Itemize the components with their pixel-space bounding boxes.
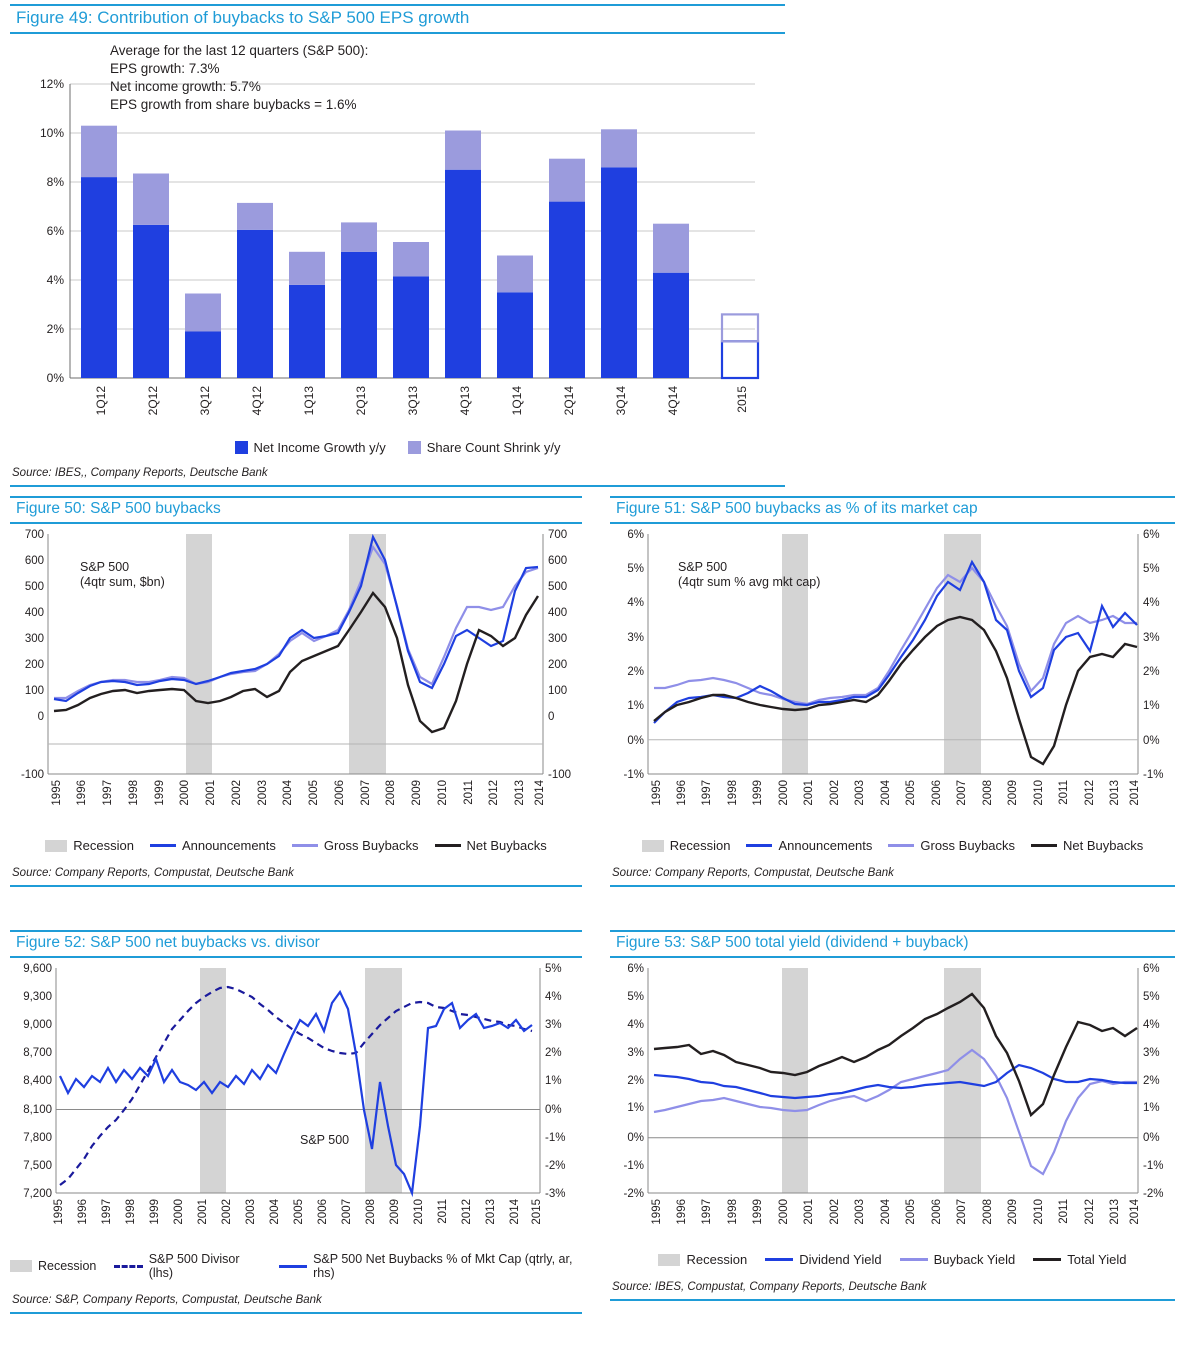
svg-text:4%: 4%	[1143, 597, 1160, 609]
figure-51-bottom-rule	[610, 885, 1175, 887]
svg-text:2014: 2014	[534, 780, 546, 806]
svg-text:7,500: 7,500	[23, 1160, 52, 1172]
svg-text:2000: 2000	[778, 780, 790, 806]
svg-text:2Q13: 2Q13	[354, 386, 368, 416]
legend-label-net-income: Net Income Growth y/y	[253, 440, 386, 455]
svg-text:6%: 6%	[627, 529, 644, 541]
svg-text:1%: 1%	[545, 1075, 562, 1087]
figure-53-bottom-rule	[610, 1299, 1175, 1301]
figure-49-legend	[10, 440, 785, 455]
svg-text:1%: 1%	[627, 700, 644, 712]
svg-text:2%: 2%	[1143, 1075, 1160, 1087]
svg-text:2011: 2011	[1058, 780, 1070, 805]
svg-text:1999: 1999	[752, 780, 764, 806]
figure-53-title: Figure 53: S&P 500 total yield (dividend + buyback)	[610, 930, 1175, 958]
svg-text:1%: 1%	[1143, 700, 1160, 712]
svg-text:1995: 1995	[51, 780, 63, 806]
legend-item-share-count	[408, 440, 561, 455]
svg-text:2005: 2005	[293, 1199, 305, 1225]
figure-50-note-line-1: S&P 500	[80, 560, 130, 574]
legend-item-total-yield	[1033, 1252, 1126, 1267]
svg-text:0%: 0%	[627, 735, 644, 747]
svg-text:1%: 1%	[627, 1102, 644, 1114]
svg-text:0%: 0%	[1143, 735, 1160, 747]
figure-51-chart	[610, 524, 1175, 834]
svg-text:4Q14: 4Q14	[666, 386, 680, 416]
figure-52-title: Figure 52: S&P 500 net buybacks vs. divisor	[10, 930, 582, 958]
legend-item-net-buybacks-pct	[279, 1252, 582, 1280]
svg-text:2004: 2004	[282, 780, 294, 806]
svg-text:2010: 2010	[1033, 780, 1045, 806]
svg-text:2014: 2014	[1129, 1199, 1141, 1225]
svg-text:2012: 2012	[1084, 1199, 1096, 1225]
svg-text:2002: 2002	[231, 780, 243, 806]
figure-52-bottom-rule	[10, 1312, 582, 1314]
svg-text:2%: 2%	[545, 1047, 562, 1059]
svg-text:500: 500	[548, 581, 568, 593]
svg-text:2011: 2011	[437, 1199, 449, 1224]
svg-text:-1%: -1%	[623, 769, 644, 781]
legend-swatch-recession	[10, 1260, 32, 1272]
figure-52-note-text: S&P 500	[300, 1133, 350, 1147]
figure-51-source: Source: Company Reports, Compustat, Deutsche Bank	[612, 867, 894, 879]
svg-text:2009: 2009	[1007, 780, 1019, 806]
legend-label-announcements: Announcements	[778, 838, 873, 853]
svg-text:1996: 1996	[76, 780, 88, 806]
svg-text:1998: 1998	[128, 780, 140, 806]
legend-label-total-yield: Total Yield	[1067, 1252, 1127, 1267]
svg-text:2Q12: 2Q12	[146, 386, 160, 416]
figure-49-bottom-rule	[10, 485, 785, 487]
figure-50	[10, 496, 582, 914]
svg-text:2%: 2%	[1143, 666, 1160, 678]
figure-51-note-line-1: S&P 500	[678, 560, 728, 574]
svg-text:2%: 2%	[46, 322, 64, 336]
figure-50-note	[80, 560, 165, 590]
svg-text:-3%: -3%	[545, 1188, 566, 1200]
svg-text:200: 200	[548, 659, 568, 671]
svg-text:600: 600	[548, 555, 568, 567]
legend-label-recession: Recession	[73, 838, 134, 853]
svg-text:4%: 4%	[545, 991, 562, 1003]
svg-text:0%: 0%	[1143, 1132, 1160, 1144]
svg-text:4%: 4%	[1143, 1019, 1160, 1031]
svg-text:1Q12: 1Q12	[94, 386, 108, 416]
svg-text:9,600: 9,600	[23, 963, 52, 975]
figure-50-title: Figure 50: S&P 500 buybacks	[10, 496, 582, 524]
legend-swatch-gross-buybacks	[292, 844, 318, 847]
legend-item-announcements	[746, 838, 872, 853]
svg-text:4Q12: 4Q12	[250, 386, 264, 416]
svg-text:4%: 4%	[627, 1019, 644, 1031]
svg-text:1Q14: 1Q14	[510, 386, 524, 416]
svg-text:-2%: -2%	[623, 1188, 644, 1200]
svg-text:2002: 2002	[221, 1199, 233, 1225]
svg-text:0: 0	[37, 711, 44, 723]
svg-text:-2%: -2%	[1143, 1188, 1164, 1200]
svg-text:0%: 0%	[46, 371, 64, 385]
figure-52-chart	[10, 958, 582, 1248]
legend-label-share-count: Share Count Shrink y/y	[426, 440, 561, 455]
svg-text:6%: 6%	[46, 224, 64, 238]
figure-52	[10, 930, 582, 1340]
svg-text:2007: 2007	[341, 1199, 353, 1225]
svg-text:2005: 2005	[905, 1199, 917, 1225]
svg-text:2014: 2014	[509, 1199, 521, 1225]
svg-text:4%: 4%	[46, 273, 64, 287]
svg-text:1999: 1999	[154, 780, 166, 806]
svg-text:2000: 2000	[778, 1199, 790, 1225]
figure-51-note	[678, 560, 820, 590]
figure-52-source: Source: S&P, Company Reports, Compustat, Deutsche Bank	[12, 1294, 322, 1306]
svg-text:2000: 2000	[173, 1199, 185, 1225]
legend-label-dividend-yield: Dividend Yield	[799, 1252, 882, 1267]
svg-text:-1%: -1%	[1143, 769, 1164, 781]
svg-text:6%: 6%	[1143, 963, 1160, 975]
svg-text:3%: 3%	[627, 632, 644, 644]
svg-text:4%: 4%	[627, 597, 644, 609]
legend-label-net-buybacks-pct: S&P 500 Net Buybacks % of Mkt Cap (qtrly, ar, rhs)	[313, 1252, 573, 1280]
svg-text:2003: 2003	[245, 1199, 257, 1225]
svg-text:8,100: 8,100	[23, 1104, 52, 1116]
figure-49-title: Figure 49: Contribution of buybacks to S&P 500 EPS growth	[10, 4, 785, 34]
figure-51-note-line-2: (4qtr sum % avg mkt cap)	[678, 575, 821, 589]
svg-text:2008: 2008	[982, 780, 994, 806]
legend-label-recession: Recession	[38, 1259, 97, 1273]
figure-53-source: Source: IBES, Compustat, Company Reports, Deutsche Bank	[612, 1281, 927, 1293]
legend-label-net-buybacks: Net Buybacks	[1063, 838, 1144, 853]
svg-text:-2%: -2%	[545, 1160, 566, 1172]
svg-text:1998: 1998	[727, 780, 739, 806]
svg-text:2014: 2014	[1129, 780, 1141, 806]
svg-text:12%: 12%	[39, 77, 64, 91]
svg-text:2007: 2007	[956, 780, 968, 806]
svg-text:7,200: 7,200	[23, 1188, 52, 1200]
legend-item-recession	[10, 1259, 96, 1273]
svg-text:700: 700	[24, 529, 44, 541]
svg-text:1996: 1996	[676, 780, 688, 806]
figure-49	[10, 4, 785, 479]
svg-text:2001: 2001	[197, 1199, 209, 1225]
svg-text:2006: 2006	[334, 780, 346, 806]
annotation-line-2: EPS growth: 7.3%	[110, 61, 220, 76]
figure-49-source: Source: IBES,, Company Reports, Deutsche Bank	[12, 467, 268, 479]
svg-text:1999: 1999	[752, 1199, 764, 1225]
legend-swatch-divisor	[114, 1265, 142, 1268]
svg-text:1996: 1996	[77, 1199, 89, 1225]
svg-text:-1%: -1%	[623, 1160, 644, 1172]
svg-text:2004: 2004	[880, 780, 892, 806]
svg-text:4Q13: 4Q13	[458, 386, 472, 416]
legend-item-net-buybacks	[435, 838, 547, 853]
svg-text:1998: 1998	[125, 1199, 137, 1225]
svg-text:2001: 2001	[803, 780, 815, 806]
svg-text:2003: 2003	[257, 780, 269, 806]
svg-text:8%: 8%	[46, 175, 64, 189]
svg-text:2005: 2005	[905, 780, 917, 806]
svg-text:2012: 2012	[1084, 780, 1096, 806]
svg-text:2002: 2002	[829, 780, 841, 806]
svg-text:1995: 1995	[53, 1199, 65, 1225]
legend-swatch-net-buybacks	[435, 844, 461, 847]
svg-text:1999: 1999	[149, 1199, 161, 1225]
figure-52-legend	[10, 1252, 582, 1280]
svg-text:700: 700	[548, 529, 568, 541]
svg-text:2%: 2%	[627, 666, 644, 678]
svg-text:300: 300	[24, 633, 44, 645]
legend-swatch-net-income	[235, 441, 248, 454]
figure-49-chart	[10, 34, 785, 434]
legend-item-divisor	[114, 1252, 260, 1280]
legend-swatch-gross-buybacks	[888, 844, 914, 847]
svg-text:1997: 1997	[102, 780, 114, 806]
svg-text:1997: 1997	[701, 1199, 713, 1225]
figure-49-annotation	[110, 42, 368, 114]
svg-text:3%: 3%	[627, 1047, 644, 1059]
figure-50-legend	[10, 838, 582, 853]
figure-50-source: Source: Company Reports, Compustat, Deutsche Bank	[12, 867, 294, 879]
svg-text:1997: 1997	[101, 1199, 113, 1225]
svg-text:2006: 2006	[317, 1199, 329, 1225]
svg-text:3Q12: 3Q12	[198, 386, 212, 416]
svg-text:2004: 2004	[880, 1199, 892, 1225]
svg-text:2007: 2007	[360, 780, 372, 806]
svg-text:100: 100	[548, 685, 568, 697]
figure-50-chart	[10, 524, 582, 834]
legend-item-recession	[45, 838, 134, 853]
legend-item-announcements	[150, 838, 276, 853]
svg-text:2013: 2013	[1109, 1199, 1121, 1225]
svg-text:600: 600	[24, 555, 44, 567]
figure-51	[610, 496, 1175, 914]
svg-text:2012: 2012	[461, 1199, 473, 1225]
svg-text:2001: 2001	[205, 780, 217, 806]
svg-text:2%: 2%	[627, 1075, 644, 1087]
svg-text:2011: 2011	[463, 780, 475, 805]
figure-50-note-line-2: (4qtr sum, $bn)	[80, 575, 165, 589]
svg-text:2010: 2010	[413, 1199, 425, 1225]
svg-text:3Q14: 3Q14	[614, 386, 628, 416]
svg-text:1995: 1995	[651, 1199, 663, 1225]
svg-text:2008: 2008	[365, 1199, 377, 1225]
svg-text:2008: 2008	[982, 1199, 994, 1225]
svg-text:3Q13: 3Q13	[406, 386, 420, 416]
svg-text:500: 500	[24, 581, 44, 593]
svg-text:400: 400	[548, 607, 568, 619]
svg-text:200: 200	[24, 659, 44, 671]
svg-text:100: 100	[24, 685, 44, 697]
svg-text:2004: 2004	[269, 1199, 281, 1225]
svg-text:5%: 5%	[627, 563, 644, 575]
figure-51-legend	[610, 838, 1175, 853]
svg-text:5%: 5%	[1143, 991, 1160, 1003]
svg-text:2006: 2006	[931, 1199, 943, 1225]
svg-text:-1%: -1%	[1143, 1160, 1164, 1172]
svg-text:-100: -100	[548, 769, 572, 781]
svg-text:1997: 1997	[701, 780, 713, 806]
legend-swatch-recession	[642, 840, 664, 852]
legend-swatch-dividend-yield	[765, 1258, 793, 1261]
svg-text:8,400: 8,400	[23, 1075, 52, 1087]
legend-label-announcements: Announcements	[181, 838, 276, 853]
legend-swatch-recession	[45, 840, 67, 852]
figure-50-bottom-rule	[10, 885, 582, 887]
annotation-line-3: Net income growth: 5.7%	[110, 79, 261, 94]
svg-text:2015: 2015	[531, 1199, 543, 1225]
svg-text:3%: 3%	[1143, 1047, 1160, 1059]
legend-swatch-recession	[658, 1254, 680, 1266]
legend-item-net-income	[235, 440, 386, 455]
svg-text:9,300: 9,300	[23, 991, 52, 1003]
legend-label-net-buybacks: Net Buybacks	[466, 838, 547, 853]
svg-text:6%: 6%	[1143, 529, 1160, 541]
legend-swatch-net-buybacks	[1031, 844, 1057, 847]
svg-text:2013: 2013	[485, 1199, 497, 1225]
svg-text:9,000: 9,000	[23, 1019, 52, 1031]
svg-text:2013: 2013	[1109, 780, 1121, 806]
svg-text:2002: 2002	[829, 1199, 841, 1225]
svg-text:0%: 0%	[627, 1132, 644, 1144]
svg-text:10%: 10%	[39, 126, 64, 140]
svg-text:300: 300	[548, 633, 568, 645]
svg-text:0%: 0%	[545, 1104, 562, 1116]
svg-text:2000: 2000	[179, 780, 191, 806]
svg-text:2009: 2009	[389, 1199, 401, 1225]
svg-text:1996: 1996	[676, 1199, 688, 1225]
figure-53-legend	[610, 1252, 1175, 1267]
svg-text:2013: 2013	[514, 780, 526, 806]
legend-label-recession: Recession	[686, 1252, 748, 1267]
svg-text:2008: 2008	[385, 780, 397, 806]
annotation-line-4: EPS growth from share buybacks = 1.6%	[110, 97, 357, 112]
svg-text:5%: 5%	[1143, 563, 1160, 575]
svg-text:-100: -100	[20, 769, 44, 781]
legend-swatch-total-yield	[1033, 1258, 1061, 1261]
svg-text:1995: 1995	[651, 780, 663, 806]
svg-text:3%: 3%	[1143, 632, 1160, 644]
legend-item-buyback-yield	[900, 1252, 1016, 1267]
svg-text:2012: 2012	[488, 780, 500, 806]
legend-item-gross-buybacks	[292, 838, 419, 853]
legend-swatch-buyback-yield	[900, 1258, 928, 1261]
figure-53	[610, 930, 1175, 1340]
figure-53-chart	[610, 958, 1175, 1248]
svg-text:2009: 2009	[1007, 1199, 1019, 1225]
svg-text:0: 0	[548, 711, 555, 723]
svg-text:2Q14: 2Q14	[562, 386, 576, 416]
svg-text:3%: 3%	[545, 1019, 562, 1031]
legend-item-dividend-yield	[765, 1252, 881, 1267]
svg-text:2003: 2003	[854, 1199, 866, 1225]
legend-label-divisor: S&P 500 Divisor (lhs)	[148, 1252, 240, 1280]
svg-text:2003: 2003	[854, 780, 866, 806]
legend-swatch-net-buybacks-pct	[279, 1265, 307, 1268]
svg-text:1%: 1%	[1143, 1102, 1160, 1114]
svg-text:1998: 1998	[727, 1199, 739, 1225]
svg-text:1Q13: 1Q13	[302, 386, 316, 416]
legend-item-gross-buybacks	[888, 838, 1015, 853]
svg-text:2006: 2006	[931, 780, 943, 806]
svg-text:5%: 5%	[627, 991, 644, 1003]
svg-text:2015: 2015	[735, 386, 749, 413]
svg-text:2010: 2010	[437, 780, 449, 806]
svg-text:6%: 6%	[627, 963, 644, 975]
svg-text:7,800: 7,800	[23, 1132, 52, 1144]
svg-text:2009: 2009	[411, 780, 423, 806]
svg-text:400: 400	[24, 607, 44, 619]
annotation-line-1: Average for the last 12 quarters (S&P 500):	[110, 43, 369, 58]
svg-text:2007: 2007	[956, 1199, 968, 1225]
svg-text:-1%: -1%	[545, 1132, 566, 1144]
figure-51-title: Figure 51: S&P 500 buybacks as % of its market cap	[610, 496, 1175, 524]
legend-item-recession	[642, 838, 731, 853]
legend-label-gross-buybacks: Gross Buybacks	[920, 838, 1016, 853]
legend-swatch-announcements	[150, 844, 176, 847]
svg-text:5%: 5%	[545, 963, 562, 975]
legend-swatch-announcements	[746, 844, 772, 847]
legend-item-recession	[658, 1252, 747, 1267]
svg-text:2001: 2001	[803, 1199, 815, 1225]
legend-swatch-share-count	[408, 441, 421, 454]
svg-text:2010: 2010	[1033, 1199, 1045, 1225]
legend-label-recession: Recession	[669, 838, 731, 853]
legend-label-buyback-yield: Buyback Yield	[933, 1252, 1016, 1267]
svg-text:2011: 2011	[1058, 1199, 1070, 1224]
legend-label-gross-buybacks: Gross Buybacks	[323, 838, 419, 853]
svg-text:8,700: 8,700	[23, 1047, 52, 1059]
svg-text:2005: 2005	[308, 780, 320, 806]
legend-item-net-buybacks	[1031, 838, 1143, 853]
